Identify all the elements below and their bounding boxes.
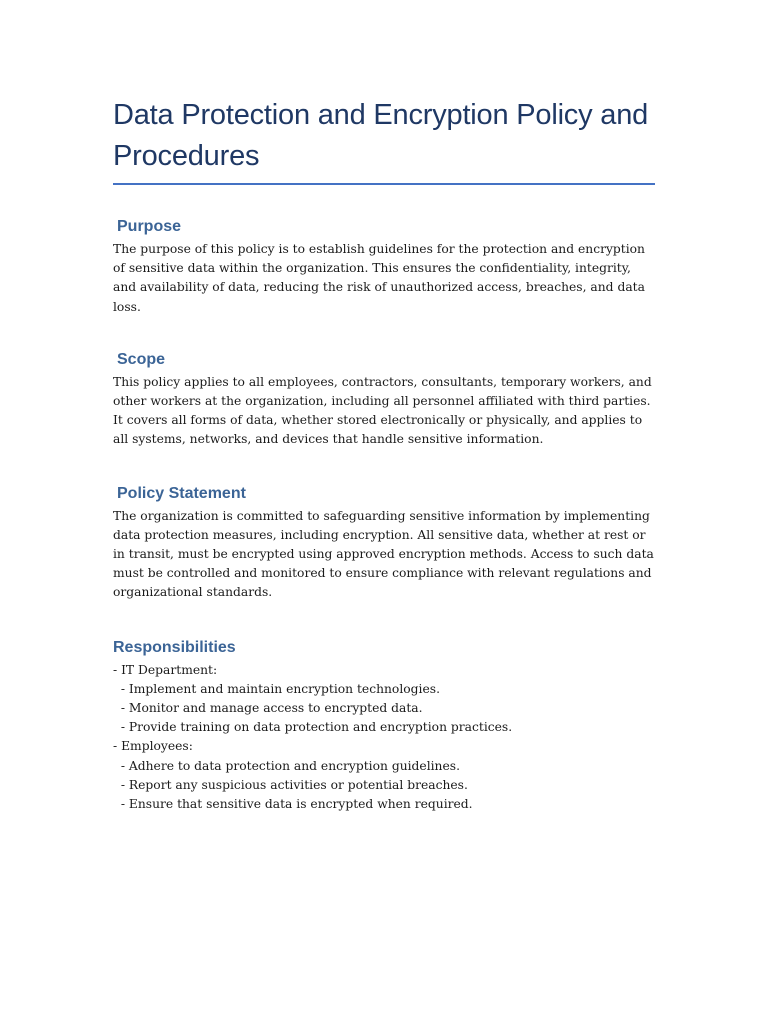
list-item: - Employees:: [113, 739, 193, 754]
list-item: - Adhere to data protection and encryption guidelines.: [113, 758, 460, 773]
title-underline-rule: [113, 183, 655, 185]
section-body-policy-statement: The organization is committed to safeguarding sensitive information by implementing data protection measures, including encryption. All sensitive data, whether at rest or in transit, must be encrypted using approved encryption methods. Access to such data must be controlled and monitored to ensure compliance with relevant regulations and organizational standards.: [113, 508, 654, 600]
section-heading-purpose: Purpose: [117, 218, 182, 235]
list-item: - Provide training on data protection and encryption practices.: [113, 720, 513, 735]
document-page: [113, 95, 655, 814]
list-item: - Ensure that sensitive data is encrypted when required.: [113, 797, 473, 812]
section-heading-responsibilities: Responsibilities: [113, 638, 236, 656]
list-item: - Implement and maintain encryption technologies.: [113, 681, 440, 696]
section-heading-scope: Scope: [117, 350, 166, 368]
section-body-purpose: The purpose of this policy is to establish guidelines for the protection and encryption of sensitive data within the organization. This ensures the confidentiality, integrity, and availability of data, reducing the risk of unauthorized access, breaches, and data loss.: [113, 242, 645, 314]
section-body-scope: This policy applies to all employees, contractors, consultants, temporary workers, and other workers at the organization, including all personnel affiliated with third parties. It covers all forms of data, whether stored electronically or physically, and applies to all systems, networks, and devices that handle sensitive information.: [113, 374, 652, 447]
responsibilities-list: [113, 661, 655, 815]
list-item: - Report any suspicious activities or potential breaches.: [113, 777, 468, 792]
list-item: - IT Department:: [113, 662, 218, 677]
section-heading-policy-statement: Policy Statement: [117, 484, 246, 502]
document-title: Data Protection and Encryption Policy and Procedures: [113, 99, 649, 172]
list-item: - Monitor and manage access to encrypted data.: [113, 701, 423, 716]
